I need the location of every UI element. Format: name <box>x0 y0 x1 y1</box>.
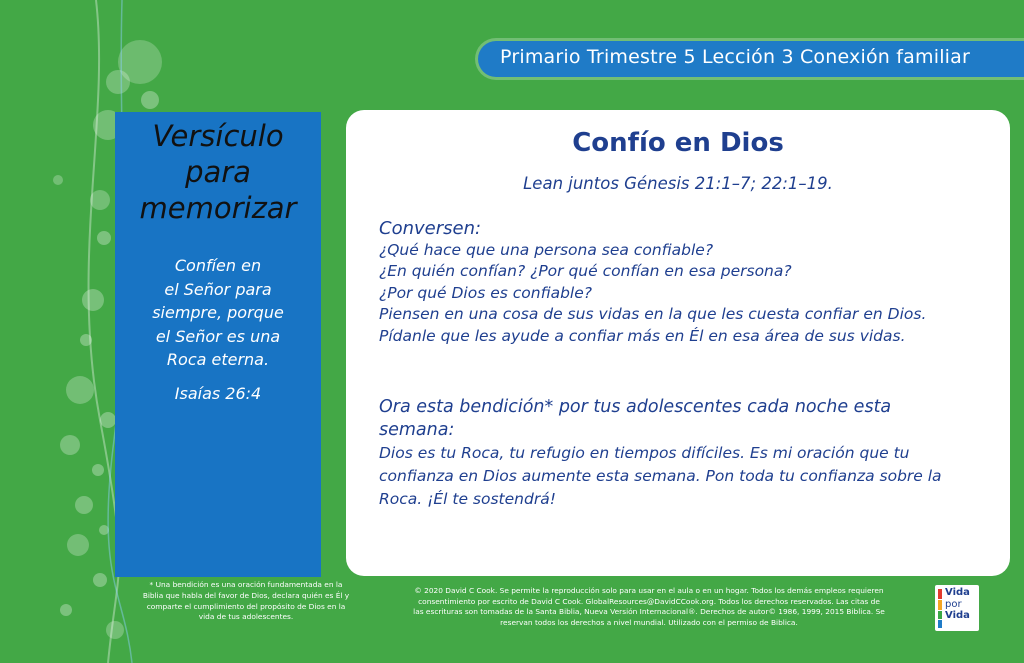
lesson-card <box>346 110 1010 576</box>
logo-stripe-icon <box>938 611 942 619</box>
blessing-footnote: * Una bendición es una oración fundamentada en la Biblia que habla del favor de Dios, declara quién es Él y comparte el cumplimiento del propósito de Dios en la vida de tus adolescentes. <box>142 580 350 622</box>
prayer-heading: Ora esta bendición* por tus adolescentes cada noche esta semana: <box>379 397 892 440</box>
memory-verse-panel <box>115 112 321 577</box>
logo-text: Vida por Vida <box>945 587 970 621</box>
verse-text: Confíen en el Señor para siempre, porque el Señor es una Roca eterna. <box>152 256 284 369</box>
copyright-notice: © 2020 David C Cook. Se permite la reproducción solo para usar en el aula o en un hogar. Todos los demás empleos requieren consentimiento por escrito de David C Cook. GlobalResources@DavidCCook.org. Todos los derechos reservados. Las citas de las escrituras son tomadas de la Santa Biblia, Nueva Versión Internacional®. Derechos de autor© 1986, 1999, 2015 Biblica. Se reservan todos los derechos a nivel mundial. Utilizado con el permiso de Biblica. <box>413 586 885 627</box>
prayer-line: confianza en Dios aumente esta semana. Pon toda tu confianza sobre la <box>379 467 942 485</box>
prayer-line: Dios es tu Roca, tu refugio en tiempos difíciles. Es mi oración que tu <box>379 444 910 462</box>
logo-stripe-icon <box>938 620 942 628</box>
reading-reference: Lean juntos Génesis 21:1–7; 22:1–19. <box>523 174 833 193</box>
question-line: Piensen en una cosa de sus vidas en la que les cuesta confiar en Dios. <box>379 305 927 324</box>
question-line: ¿En quién confían? ¿Por qué confían en esa persona? <box>379 262 792 281</box>
verse-reference: Isaías 26:4 <box>174 384 262 403</box>
question-line: ¿Qué hace que una persona sea confiable? <box>379 241 714 259</box>
vida-por-vida-logo <box>935 585 979 631</box>
prayer-line: Roca. ¡Él te sostendrá! <box>379 490 556 508</box>
verse-heading: Versículo para memorizar <box>139 119 297 225</box>
card-title: Confío en Dios <box>572 128 784 158</box>
conversen-heading: Conversen: <box>379 218 482 239</box>
logo-stripe-icon <box>938 600 942 610</box>
conversen-section <box>379 218 989 347</box>
question-line: ¿Por qué Dios es confiable? <box>379 283 592 302</box>
prayer-section <box>379 396 991 511</box>
question-line: Pídanle que les ayude a confiar más en Él en esa área de sus vidas. <box>379 326 906 345</box>
header-title: Primario Trimestre 5 Lección 3 Conexión familiar <box>500 46 971 68</box>
logo-stripe-icon <box>938 589 942 599</box>
